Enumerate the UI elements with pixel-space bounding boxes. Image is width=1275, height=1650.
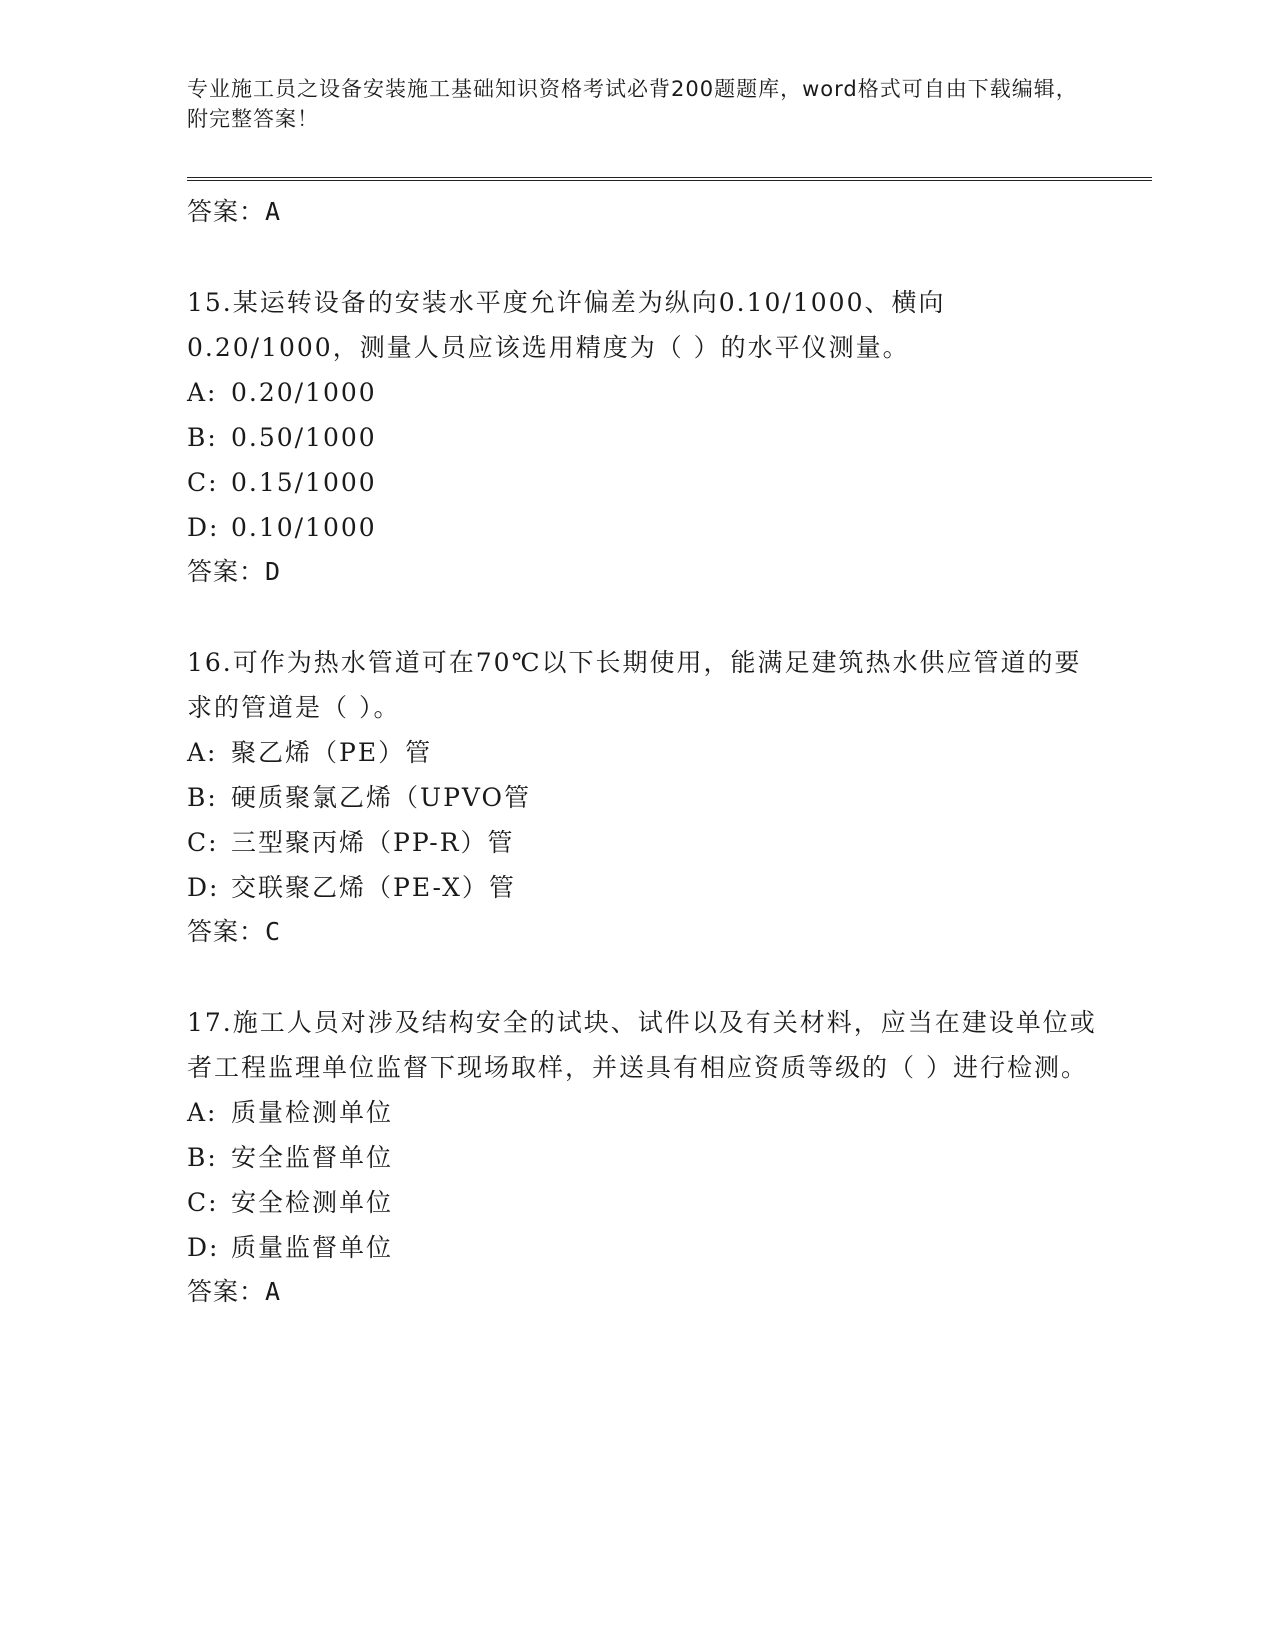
question-item bbox=[187, 280, 1107, 594]
option-text: 0.50/1000 bbox=[231, 423, 377, 452]
answer-line: 答案：A bbox=[187, 197, 282, 226]
page-header: 专业施工员之设备安装施工基础知识资格考试必背200题题库，word格式可自由下载编辑，附完整答案！ bbox=[187, 77, 1078, 131]
option-d bbox=[187, 505, 1107, 550]
option-letter: A: bbox=[187, 738, 218, 767]
option-b bbox=[187, 415, 1107, 460]
answer-line: 答案：D bbox=[187, 557, 282, 586]
document-body bbox=[187, 190, 1107, 1314]
option-text: 0.20/1000 bbox=[231, 378, 377, 407]
answer-line: 答案：A bbox=[187, 1277, 282, 1306]
question-text: 15.某运转设备的安装水平度允许偏差为纵向0.10/1000、横向0.20/1000，测量人员应该选用精度为（ ）的水平仪测量。 bbox=[187, 288, 946, 362]
option-text: 交联聚乙烯（PE-X）管 bbox=[231, 873, 516, 902]
option-text: 0.15/1000 bbox=[231, 468, 377, 497]
option-b bbox=[187, 1135, 1107, 1180]
option-letter: B: bbox=[187, 783, 218, 812]
option-a bbox=[187, 1090, 1107, 1135]
option-d bbox=[187, 1225, 1107, 1270]
option-text: 聚乙烯（PE）管 bbox=[231, 738, 433, 767]
option-letter: D: bbox=[187, 873, 220, 902]
question-item bbox=[187, 640, 1107, 954]
option-letter: A: bbox=[187, 378, 218, 407]
option-letter: B: bbox=[187, 1143, 218, 1172]
option-c bbox=[187, 460, 1107, 505]
option-letter: B: bbox=[187, 423, 218, 452]
option-letter: D: bbox=[187, 513, 220, 542]
option-text: 质量监督单位 bbox=[231, 1233, 394, 1262]
question-text: 17.施工人员对涉及结构安全的试块、试件以及有关材料，应当在建设单位或者工程监理单位监督下现场取样，并送具有相应资质等级的（ ）进行检测。 bbox=[187, 1008, 1097, 1082]
option-a bbox=[187, 370, 1107, 415]
option-a bbox=[187, 730, 1107, 775]
option-letter: D: bbox=[187, 1233, 220, 1262]
option-letter: C: bbox=[187, 828, 219, 857]
option-text: 三型聚丙烯（PP-R）管 bbox=[231, 828, 515, 857]
option-text: 安全监督单位 bbox=[231, 1143, 394, 1172]
option-text: 安全检测单位 bbox=[231, 1188, 394, 1217]
option-c bbox=[187, 1180, 1107, 1225]
answer-line: 答案：C bbox=[187, 917, 282, 946]
option-letter: C: bbox=[187, 1188, 219, 1217]
header-divider bbox=[187, 177, 1152, 181]
option-text: 硬质聚氯乙烯（UPVO管 bbox=[231, 783, 532, 812]
option-text: 质量检测单位 bbox=[231, 1098, 394, 1127]
option-d bbox=[187, 865, 1107, 910]
question-item bbox=[187, 1000, 1107, 1314]
option-text: 0.10/1000 bbox=[231, 513, 377, 542]
option-letter: A: bbox=[187, 1098, 218, 1127]
option-c bbox=[187, 820, 1107, 865]
option-b bbox=[187, 775, 1107, 820]
question-text: 16.可作为热水管道可在70℃以下长期使用，能满足建筑热水供应管道的要求的管道是（ ）。 bbox=[187, 648, 1082, 722]
option-letter: C: bbox=[187, 468, 219, 497]
